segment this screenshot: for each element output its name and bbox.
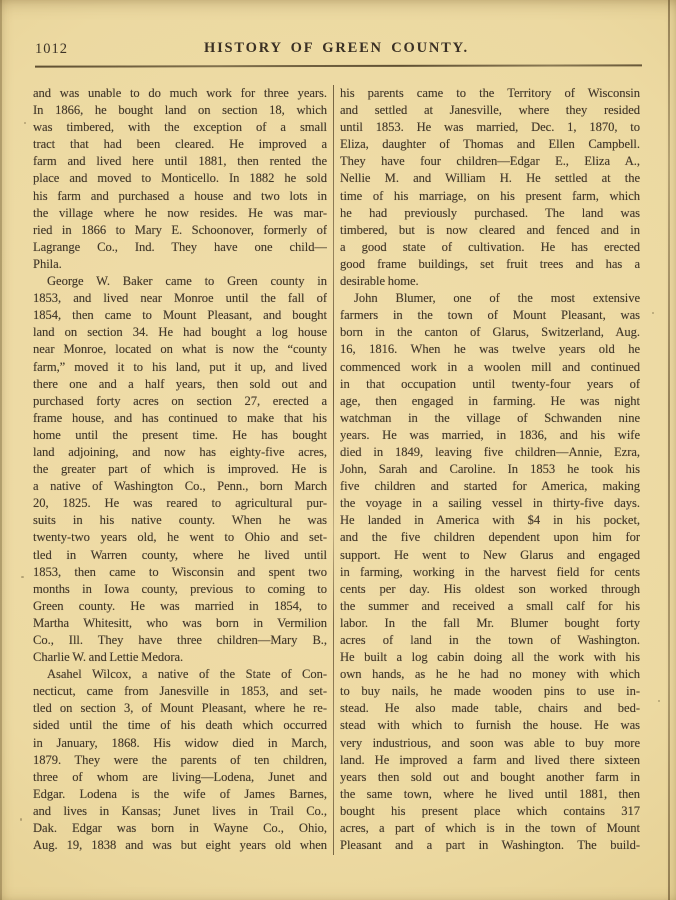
text-line: until 1853. He was married, Dec. 1, 1870, to: [340, 120, 640, 135]
paper-speck: [21, 576, 24, 578]
text-line: Nellie M. and William H. He settled at the: [340, 171, 640, 186]
text-line: land. He improved a farm and lived there sixteen: [340, 752, 640, 767]
text-line: land adjoining, and now has eighty-five acres,: [33, 444, 327, 459]
paragraph: [340, 85, 640, 290]
text-line: the same town, where he lived until 1881, then: [340, 786, 640, 801]
text-line: cents per day. His oldest son worked through: [340, 581, 640, 596]
text-line: Martha Whitesitt, who was born in Vermilion: [33, 615, 327, 630]
left-column: [33, 85, 327, 855]
text-line: farm,” moved it to his land, put it up, and lived: [33, 359, 327, 374]
text-line: support. He went to New Glarus and engaged: [340, 547, 640, 562]
text-line: frame house, and has continued to make that his: [33, 410, 327, 425]
text-line: Phila.: [33, 256, 62, 271]
text-line: three of whom are living—Lodena, Junet and: [33, 769, 327, 784]
text-line: time of his marriage, on his present farm, which: [340, 188, 640, 203]
column-gutter: [327, 85, 340, 855]
text-line: He built a log cabin doing all the work with his: [340, 650, 640, 665]
text-line: the village where he now resides. He was mar-: [33, 205, 327, 220]
paragraph: [33, 666, 327, 854]
text-line: his parents came to the Territory of Wisconsin: [340, 86, 640, 100]
text-line: acres of land in the town of Washington.: [340, 633, 640, 647]
text-line: and lives in Kansas; Junet lives in Trail Co.,: [33, 803, 327, 818]
text-line: a good state of cultivation. He has erected: [340, 239, 640, 254]
text-line: 1853, and lived near Monroe until the fall of: [33, 291, 327, 306]
text-line: near Monroe, located on what is now the “county: [33, 342, 327, 357]
paragraph: [33, 85, 327, 273]
text-line: in farming, working in the harvest field for cents: [340, 564, 640, 579]
text-line: tract that had been cleared. He improved a: [33, 137, 327, 152]
text-line: Edgar. Lodena is the wife of James Barnes,: [33, 786, 327, 801]
text-line: born in the canton of Glarus, Switzerland, Aug.: [340, 325, 640, 340]
text-line: In 1866, he bought land on section 18, which: [33, 103, 327, 118]
text-line: watchman in the village of Schwanden nine: [340, 410, 640, 425]
text-line: timbered, but is now cleared and fenced and in: [340, 222, 640, 237]
text-line: 16, 1816. When he was twelve years old he: [340, 342, 640, 357]
text-line: John Blumer, one of the most extensive: [354, 291, 640, 306]
text-line: the greater part of which is improved. He is: [33, 462, 327, 477]
text-line: he had previously purchased. The land was: [340, 205, 640, 220]
text-line: Asahel Wilcox, a native of the State of Con-: [47, 667, 327, 682]
text-line: place and moved to Monticello. In 1882 he sold: [33, 171, 327, 186]
text-line: Eliza, daughter of Thomas and Ellen Campbell.: [340, 137, 640, 152]
text-line: and was unable to do much work for three years.: [33, 86, 327, 100]
text-line: desirable home.: [340, 274, 419, 289]
text-line: land on section 34. He had bought a log house: [33, 325, 327, 340]
text-line: suits in his native county. When he was: [33, 513, 327, 528]
paper-speck: [24, 122, 26, 124]
text-line: good frame buildings, set fruit trees and has a: [340, 256, 640, 271]
text-line: Pleasant and a part in Washington. The build-: [340, 838, 640, 853]
text-line: Lagrange Co., Ind. They have one child—: [33, 239, 327, 254]
text-line: Dak. Edgar was born in Wayne Co., Ohio,: [33, 821, 327, 836]
text-line: age, then engaged in farming. He was night: [340, 393, 640, 408]
text-line: very industrious, and soon was able to buy more: [340, 735, 640, 750]
text-line: farm and lived here until 1881, then rented the: [33, 154, 327, 169]
text-line: John, Sarah and Caroline. In 1853 he took his: [340, 462, 640, 477]
text-line: was timbered, with the exception of a small: [33, 120, 327, 135]
text-line: months in Iowa county, previous to coming to: [33, 581, 327, 596]
text-line: a native of Washington Co., Penn., born March: [33, 479, 327, 494]
text-line: his farm and purchased a house and two lots in: [33, 188, 327, 203]
text-line: purchased forty acres on section 27, erected a: [33, 393, 327, 408]
paper-speck: [20, 818, 22, 821]
text-line: George W. Baker came to Green county in: [47, 274, 327, 289]
text-line: to buy nails, he made wooden pins to use in-: [340, 684, 640, 699]
paragraph: [33, 273, 327, 666]
text-line: and settled at Janesville, where they resided: [340, 103, 640, 118]
text-line: in that occupation until twenty-four years of: [340, 376, 640, 391]
paper-speck: [652, 312, 654, 314]
text-line: stead. He also made table, chairs and bed-: [340, 701, 640, 716]
header-rule: [35, 64, 642, 67]
text-line: labor. In the fall Mr. Blumer bought forty: [340, 615, 640, 630]
text-line: necticut, came from Janesville in 1853, and set-: [33, 684, 327, 699]
running-title: HISTORY OF GREEN COUNTY.: [204, 40, 469, 56]
text-columns: [33, 85, 640, 855]
page-edge-shadow-right: [668, 0, 670, 900]
text-line: the voyage in a sailing vessel in thirty-five days.: [340, 496, 640, 511]
text-line: 1854, then came to Mount Pleasant, and bought: [33, 308, 327, 323]
text-line: sided until the time of his death which occurred: [33, 718, 327, 733]
text-line: home until the present time. He has bought: [33, 427, 327, 442]
right-column: [340, 85, 640, 855]
text-line: years. He was married, in 1836, and his wife: [340, 427, 640, 442]
text-line: bought his present place which contains 317: [340, 803, 640, 818]
text-line: 20, 1825. He was reared to agricultural pur-: [33, 496, 327, 511]
text-line: commenced work in a woolen mill and continued: [340, 359, 640, 374]
text-line: Green county. He was married in 1854, to: [33, 598, 327, 613]
text-line: farmers in the town of Mount Pleasant, was: [340, 308, 640, 323]
paper-speck: [658, 700, 660, 702]
text-line: twenty-two years old, he went to Ohio and set-: [33, 530, 327, 545]
text-line: tled in Warren county, where he lived until: [33, 547, 327, 562]
text-line: five children and started for America, making: [340, 479, 640, 494]
text-line: there one and a half years, then sold out and: [33, 376, 327, 391]
text-line: died in 1849, leaving five children—Annie, Ezra,: [340, 444, 640, 459]
text-line: They have four children—Edgar E., Eliza A.,: [340, 154, 640, 169]
text-line: years then sold out and bought another farm in: [340, 769, 640, 784]
page-number: 1012: [35, 41, 68, 57]
paragraph: [340, 290, 640, 854]
text-line: ried in 1866 to Mary E. Schoonover, formerly of: [33, 222, 327, 237]
text-line: own hands, as he he had no money with which: [340, 667, 640, 682]
text-line: Aug. 19, 1838 and was but eight years old when: [33, 838, 327, 853]
text-line: Co., Ill. They have three children—Mary B.,: [33, 633, 327, 647]
text-line: 1879. They were the parents of ten children,: [33, 752, 327, 767]
text-line: and the five children dependent upon him for: [340, 530, 640, 545]
text-line: acres, a part of which is in the town of Mount: [340, 821, 640, 836]
column-divider: [333, 85, 335, 855]
text-line: He landed in America with $4 in his pocket,: [340, 513, 640, 528]
text-line: the summer and received a small calf for his: [340, 598, 640, 613]
text-line: in January, 1868. His widow died in March,: [33, 735, 327, 750]
text-line: Charlie W. and Lettie Medora.: [33, 650, 184, 665]
text-line: 1853, then came to Wisconsin and spent two: [33, 564, 327, 579]
text-line: tled on section 3, of Mount Pleasant, where he re-: [33, 701, 327, 716]
running-head: [33, 40, 640, 58]
page-edge-shadow-left: [0, 0, 2, 900]
text-line: stead with which to furnish the house. He was: [340, 718, 640, 733]
